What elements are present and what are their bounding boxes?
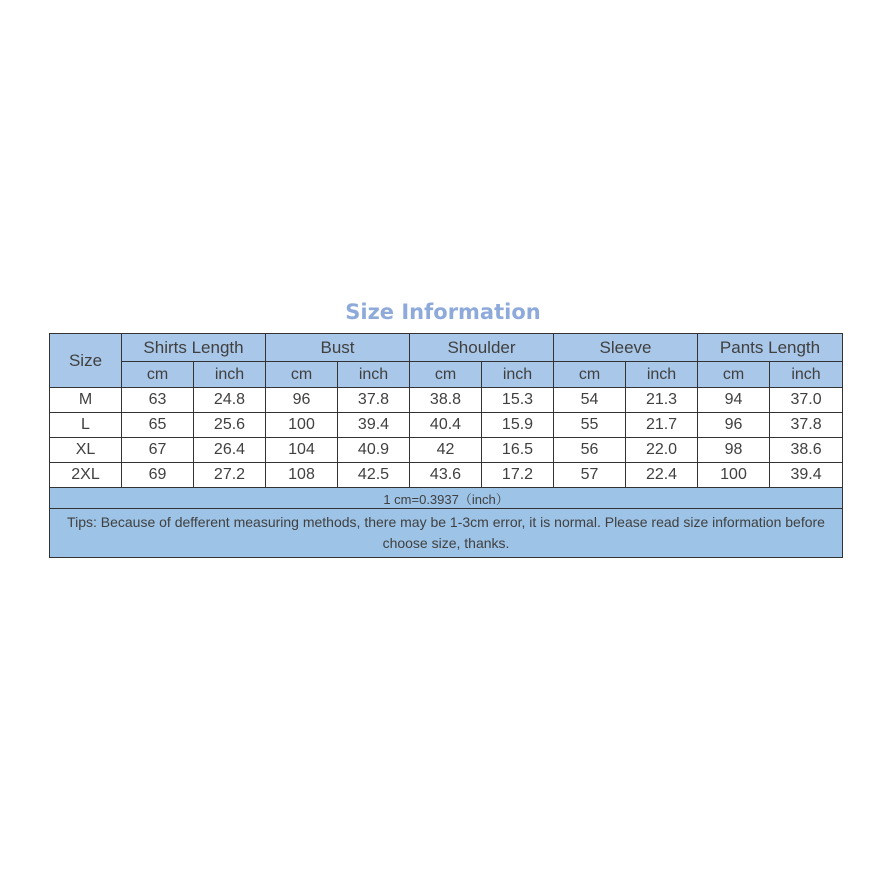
measurement-cell: 40.9 <box>338 438 410 463</box>
unit-header: inch <box>482 362 554 388</box>
measurement-cell: 40.4 <box>410 413 482 438</box>
measurement-cell: 55 <box>554 413 626 438</box>
table-row <box>50 388 843 413</box>
measurement-cell: 43.6 <box>410 463 482 488</box>
page-title: Size Information <box>345 300 541 324</box>
column-group-header: Shoulder <box>410 334 554 362</box>
unit-header: inch <box>770 362 843 388</box>
measurement-cell: 104 <box>266 438 338 463</box>
measurement-cell: 21.3 <box>626 388 698 413</box>
measurement-cell: 56 <box>554 438 626 463</box>
unit-header: cm <box>410 362 482 388</box>
measurement-cell: 24.8 <box>194 388 266 413</box>
column-group-header: Bust <box>266 334 410 362</box>
conversion-row <box>50 488 843 509</box>
header-row-units <box>50 362 843 388</box>
measurement-cell: 15.3 <box>482 388 554 413</box>
header-row-groups <box>50 334 843 362</box>
table-row <box>50 413 843 438</box>
measurement-cell: 27.2 <box>194 463 266 488</box>
measurement-cell: 42.5 <box>338 463 410 488</box>
measurement-cell: 38.6 <box>770 438 843 463</box>
measurement-cell: 21.7 <box>626 413 698 438</box>
measurement-cell: 100 <box>698 463 770 488</box>
measurement-cell: 22.4 <box>626 463 698 488</box>
measurement-cell: 96 <box>698 413 770 438</box>
measurement-cell: 17.2 <box>482 463 554 488</box>
measurement-cell: 15.9 <box>482 413 554 438</box>
measurement-cell: 98 <box>698 438 770 463</box>
measurement-cell: 39.4 <box>770 463 843 488</box>
size-label-cell: 2XL <box>50 463 122 488</box>
table-row <box>50 438 843 463</box>
tips-note: Tips: Because of defferent measuring methods, there may be 1-3cm error, it is normal. Please read size information before choose size, thanks. <box>50 509 843 558</box>
size-chart-table <box>49 333 843 558</box>
measurement-cell: 22.0 <box>626 438 698 463</box>
measurement-cell: 37.0 <box>770 388 843 413</box>
column-group-header: Pants Length <box>698 334 843 362</box>
measurement-cell: 26.4 <box>194 438 266 463</box>
measurement-cell: 67 <box>122 438 194 463</box>
unit-header: cm <box>554 362 626 388</box>
unit-header: inch <box>338 362 410 388</box>
unit-header: inch <box>194 362 266 388</box>
size-label-cell: L <box>50 413 122 438</box>
measurement-cell: 42 <box>410 438 482 463</box>
tips-row <box>50 509 843 558</box>
measurement-cell: 69 <box>122 463 194 488</box>
conversion-note: 1 cm=0.3937（inch） <box>50 488 843 509</box>
size-label-cell: M <box>50 388 122 413</box>
measurement-cell: 100 <box>266 413 338 438</box>
measurement-cell: 25.6 <box>194 413 266 438</box>
unit-header: cm <box>266 362 338 388</box>
size-label-cell: XL <box>50 438 122 463</box>
measurement-cell: 57 <box>554 463 626 488</box>
measurement-cell: 54 <box>554 388 626 413</box>
size-column-header: Size <box>50 334 122 388</box>
measurement-cell: 63 <box>122 388 194 413</box>
measurement-cell: 65 <box>122 413 194 438</box>
measurement-cell: 37.8 <box>770 413 843 438</box>
column-group-header: Shirts Length <box>122 334 266 362</box>
unit-header: inch <box>626 362 698 388</box>
measurement-cell: 108 <box>266 463 338 488</box>
measurement-cell: 37.8 <box>338 388 410 413</box>
column-group-header: Sleeve <box>554 334 698 362</box>
measurement-cell: 38.8 <box>410 388 482 413</box>
measurement-cell: 96 <box>266 388 338 413</box>
measurement-cell: 94 <box>698 388 770 413</box>
measurement-cell: 39.4 <box>338 413 410 438</box>
measurement-cell: 16.5 <box>482 438 554 463</box>
table-row <box>50 463 843 488</box>
unit-header: cm <box>698 362 770 388</box>
unit-header: cm <box>122 362 194 388</box>
